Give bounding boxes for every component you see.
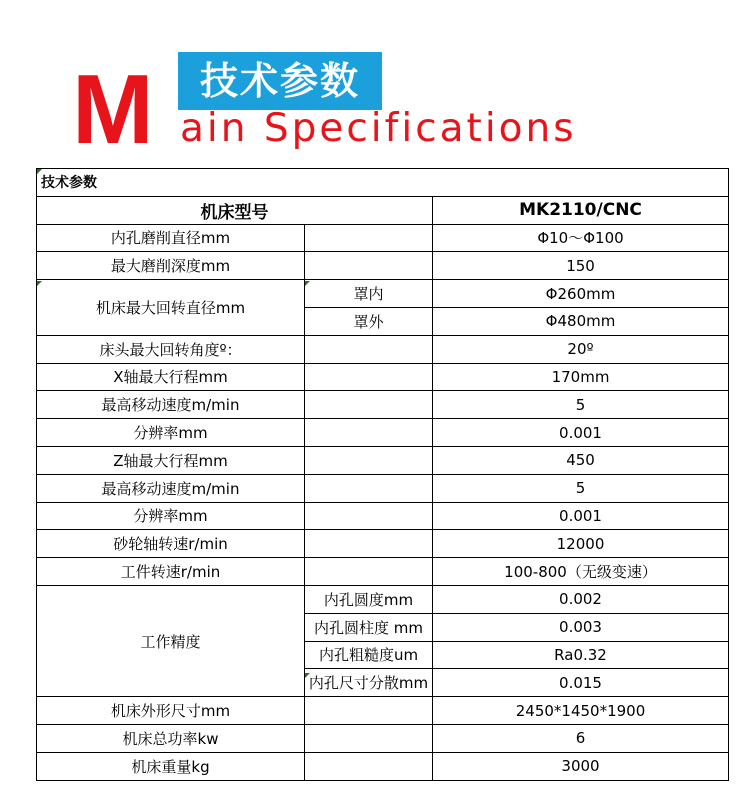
row-label: 机床重量kg bbox=[37, 752, 305, 780]
table-row bbox=[37, 530, 729, 558]
row-label: 最高移动速度m/min bbox=[37, 474, 305, 502]
row-sub-label-empty bbox=[305, 419, 433, 447]
row-label: X轴最大行程mm bbox=[37, 363, 305, 391]
row-value: 20º bbox=[433, 335, 729, 363]
row-value: 0.001 bbox=[433, 502, 729, 530]
table-row bbox=[37, 280, 729, 308]
row-value: 5 bbox=[433, 474, 729, 502]
row-value: 0.002 bbox=[433, 585, 729, 613]
row-sub-label-empty bbox=[305, 530, 433, 558]
row-sub-label-empty bbox=[305, 724, 433, 752]
row-value: Φ10～Φ100 bbox=[433, 224, 729, 252]
header-model: MK2110/CNC bbox=[433, 196, 729, 224]
row-sub-label: 内孔圆柱度 mm bbox=[305, 613, 433, 641]
row-sub-label: 内孔粗糙度um bbox=[305, 641, 433, 669]
row-value: Φ480mm bbox=[433, 307, 729, 335]
table-row bbox=[37, 502, 729, 530]
cell-comment-marker bbox=[37, 281, 42, 286]
row-value: 100-800（无级变速） bbox=[433, 558, 729, 586]
table-row bbox=[37, 335, 729, 363]
row-value: 0.001 bbox=[433, 419, 729, 447]
table-row bbox=[37, 363, 729, 391]
table-row bbox=[37, 724, 729, 752]
row-value: 2450*1450*1900 bbox=[433, 697, 729, 725]
row-sub-label-empty bbox=[305, 252, 433, 280]
row-label: 内孔磨削直径mm bbox=[37, 224, 305, 252]
row-label: 最大磨削深度mm bbox=[37, 252, 305, 280]
row-label: 最高移动速度m/min bbox=[37, 391, 305, 419]
banner-chinese-title-badge: 技术参数 bbox=[178, 52, 382, 110]
row-sub-label-empty bbox=[305, 335, 433, 363]
table-row bbox=[37, 446, 729, 474]
row-value: 5 bbox=[433, 391, 729, 419]
table-row bbox=[37, 224, 729, 252]
specifications-table bbox=[36, 168, 729, 781]
row-value: 12000 bbox=[433, 530, 729, 558]
row-label: 机床总功率kw bbox=[37, 724, 305, 752]
row-label: 工作精度 bbox=[37, 585, 305, 696]
table-row bbox=[37, 474, 729, 502]
table-row bbox=[37, 558, 729, 586]
table-title: 技术参数 bbox=[37, 169, 729, 197]
row-value: 450 bbox=[433, 446, 729, 474]
row-value: 150 bbox=[433, 252, 729, 280]
row-sub-label: 内孔圆度mm bbox=[305, 585, 433, 613]
row-sub-label-empty bbox=[305, 446, 433, 474]
row-label: 机床最大回转直径mm bbox=[37, 280, 305, 336]
header-label: 机床型号 bbox=[37, 196, 433, 224]
table-row bbox=[37, 585, 729, 613]
table-body bbox=[37, 169, 729, 781]
table-header-row bbox=[37, 196, 729, 224]
row-sub-label: 罩外 bbox=[305, 307, 433, 335]
row-sub-label-empty bbox=[305, 558, 433, 586]
row-sub-label-empty bbox=[305, 474, 433, 502]
row-label: 砂轮轴转速r/min bbox=[37, 530, 305, 558]
table-row bbox=[37, 419, 729, 447]
row-label: 机床外形尺寸mm bbox=[37, 697, 305, 725]
cell-comment-marker bbox=[37, 169, 42, 174]
row-label: 分辨率mm bbox=[37, 419, 305, 447]
row-value: 6 bbox=[433, 724, 729, 752]
row-value: 3000 bbox=[433, 752, 729, 780]
banner-specifications-text: ain Specifications bbox=[180, 106, 577, 151]
row-sub-label: 罩内 bbox=[305, 280, 433, 308]
row-label: 工件转速r/min bbox=[37, 558, 305, 586]
table-title-row bbox=[37, 169, 729, 197]
row-sub-label-empty bbox=[305, 363, 433, 391]
banner-big-m: M bbox=[72, 54, 154, 164]
table-row bbox=[37, 391, 729, 419]
row-sub-label-empty bbox=[305, 224, 433, 252]
cell-comment-marker bbox=[305, 673, 310, 678]
row-label: 分辨率mm bbox=[37, 502, 305, 530]
row-label: 床头最大回转角度º： bbox=[37, 335, 305, 363]
row-label: Z轴最大行程mm bbox=[37, 446, 305, 474]
row-value: 0.003 bbox=[433, 613, 729, 641]
row-value: 0.015 bbox=[433, 669, 729, 697]
row-sub-label-empty bbox=[305, 391, 433, 419]
row-value: Φ260mm bbox=[433, 280, 729, 308]
row-value: Ra0.32 bbox=[433, 641, 729, 669]
row-sub-label: 内孔尺寸分散mm bbox=[305, 669, 433, 697]
table-row bbox=[37, 697, 729, 725]
row-sub-label-empty bbox=[305, 752, 433, 780]
cell-comment-marker bbox=[305, 281, 310, 286]
table-row bbox=[37, 252, 729, 280]
row-sub-label-empty bbox=[305, 502, 433, 530]
row-sub-label-empty bbox=[305, 697, 433, 725]
row-value: 170mm bbox=[433, 363, 729, 391]
table-row bbox=[37, 752, 729, 780]
